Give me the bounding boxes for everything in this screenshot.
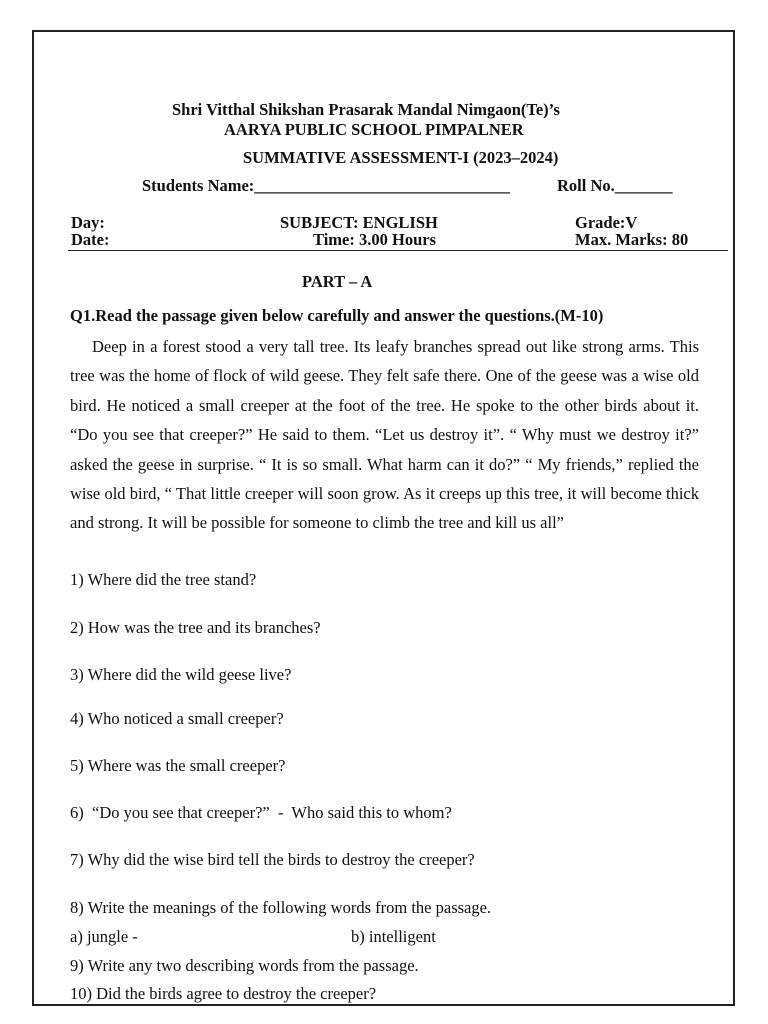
question-10: 10) Did the birds agree to destroy the creeper? xyxy=(70,984,377,1003)
meaning-b: b) intelligent xyxy=(351,927,436,946)
question-7: 7) Why did the wise bird tell the birds to destroy the creeper? xyxy=(70,850,475,869)
day-label: Day: xyxy=(71,213,105,232)
society-name: Shri Vitthal Shikshan Prasarak Mandal Nimgaon(Te)’s xyxy=(172,100,560,119)
question-8: 8) Write the meanings of the following words from the passage. xyxy=(70,898,492,917)
date-label: Date: xyxy=(71,230,110,249)
roll-no-field: Roll No._______ xyxy=(557,176,673,195)
question-6: 6) “Do you see that creeper?” - Who said this to whom? xyxy=(70,803,452,822)
header-divider xyxy=(68,250,728,251)
max-marks-label: Max. Marks: 80 xyxy=(575,230,689,249)
question-4: 4) Who noticed a small creeper? xyxy=(70,709,284,728)
subject-label: SUBJECT: ENGLISH xyxy=(280,213,438,232)
student-name-field: Students Name:_______________________________ xyxy=(142,176,511,195)
question-9: 9) Write any two describing words from the passage. xyxy=(70,956,419,975)
passage xyxy=(70,332,699,538)
question-5: 5) Where was the small creeper? xyxy=(70,756,286,775)
part-heading: PART – A xyxy=(302,272,373,291)
meaning-a: a) jungle - xyxy=(70,927,138,946)
school-name: AARYA PUBLIC SCHOOL PIMPALNER xyxy=(224,120,524,139)
question-1: 1) Where did the tree stand? xyxy=(70,570,257,589)
question-3: 3) Where did the wild geese live? xyxy=(70,665,292,684)
time-label: Time: 3.00 Hours xyxy=(313,230,436,249)
passage-text: Deep in a forest stood a very tall tree. Its leafy branches spread out like strong arms. This tree was the home of flock of wild geese. They felt safe there. One of the geese was a wise old bird. He noticed a small creeper at the foot of the tree. He spoke to the other birds about it. “Do you see that creeper?” He said to them. “Let us destroy it”. “ Why must we destroy it?” asked the geese in surprise. “ It is so small. What harm can it do?” “ My friends,” replied the wise old bird, “ That little creeper will soon grow. As it creeps up this tree, it will become thick and strong. It will be possible for someone to climb the tree and kill us all” xyxy=(70,337,699,533)
grade-label: Grade:V xyxy=(575,213,638,232)
q1-heading: Q1.Read the passage given below carefully and answer the questions.(M-10) xyxy=(70,306,604,325)
question-2: 2) How was the tree and its branches? xyxy=(70,618,321,637)
exam-title: SUMMATIVE ASSESSMENT-I (2023–2024) xyxy=(243,148,559,167)
